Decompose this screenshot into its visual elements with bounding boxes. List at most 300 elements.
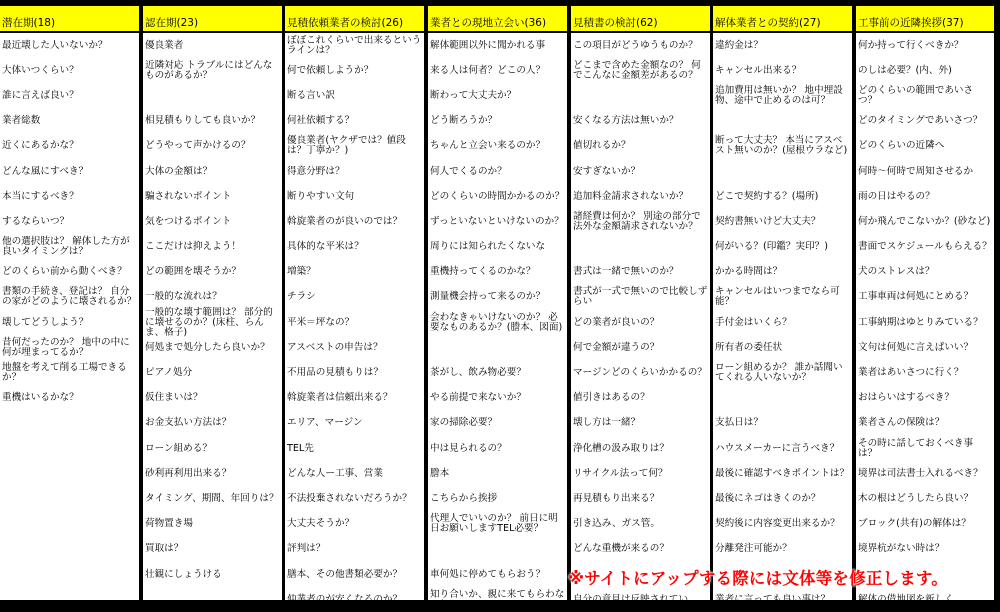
question-cell [143, 562, 282, 587]
question-text: 優良業者(ヤクザでは？値段は？丁寧か？) [287, 135, 406, 157]
question-text: 仮住まいは？ [145, 392, 203, 404]
question-text: 最後にネゴはきくのか？ [715, 492, 821, 504]
question-cell [713, 109, 852, 134]
question-text: のしは必要？(内、外) [858, 64, 952, 76]
question-text: 何で依頼しようか？ [287, 64, 374, 76]
question-cell [143, 134, 282, 159]
question-text: 来る人は何者？どこの人？ [430, 64, 546, 76]
question-cell [713, 33, 852, 58]
question-text: その時に話しておくべき事は？ [858, 437, 974, 459]
column-header: 解体業者との契約(27) [713, 0, 852, 33]
question-cell [285, 386, 424, 411]
question-cell [285, 83, 424, 108]
question-cell [571, 335, 710, 360]
question-text: どんな人ー工事、営業 [287, 467, 383, 479]
question-text: 何処まで処分したら良いか？ [145, 341, 270, 353]
question-cell [0, 134, 139, 159]
question-text: 工事納期はゆとりみている？ [858, 316, 983, 328]
question-text: 引き込み、ガス管。 [573, 518, 660, 530]
question-cell [571, 58, 710, 83]
question-cell [571, 512, 710, 537]
question-cell [713, 235, 852, 260]
question-cell [143, 159, 282, 184]
question-text: 断る言い訳 [287, 89, 335, 101]
question-text: 大体の金額は？ [145, 165, 213, 177]
question-text: こちらから挨拶 [430, 492, 498, 504]
question-text: 壮観にしょうける [145, 568, 222, 580]
question-text: どのくらいの近隣へ [858, 140, 945, 152]
question-text: 最近壊した人いないか？ [2, 39, 108, 51]
question-cell [143, 411, 282, 436]
question-text: 何人でくるのか？ [430, 165, 507, 177]
question-text: キャンセル出来る？ [715, 64, 802, 76]
question-cell [143, 184, 282, 209]
question-text: ハウスメーカーに言うべき？ [715, 442, 840, 454]
question-cell [856, 486, 994, 511]
question-text: 砂利再利用出来る？ [145, 467, 232, 479]
question-text: ぼぼこれくらいで出来るというラインは？ [287, 34, 422, 56]
question-text: 業者総数 [2, 115, 41, 127]
question-cell [285, 285, 424, 310]
question-text: 一般的な流れは？ [145, 291, 222, 303]
question-cell [713, 310, 852, 335]
column-latent-period [0, 0, 139, 600]
question-text: ちゃんと立会い来るのか？ [430, 140, 546, 152]
question-cell [571, 386, 710, 411]
question-cell [428, 537, 567, 562]
question-cell [428, 461, 567, 486]
question-text: 違約金は？ [715, 39, 763, 51]
question-cell [143, 386, 282, 411]
question-cell [0, 285, 139, 310]
question-cell [571, 159, 710, 184]
question-text: どのくらい前から動くべき？ [2, 266, 127, 278]
question-cell [856, 310, 994, 335]
question-cell [285, 537, 424, 562]
question-text: 解体の借地図を新しく [858, 593, 954, 605]
column-items [713, 33, 852, 612]
question-text: 再見積もり出来る？ [573, 492, 660, 504]
question-text: 断わって大丈夫か？ [430, 89, 517, 101]
question-text: 会わなきゃいけないのか？ 必要なものあるか？(謄本、図面) [430, 311, 563, 333]
question-text: 業者はあいさつに行く？ [858, 367, 964, 379]
revision-notice: ※サイトにアップする際には文体等を修正します。 [568, 569, 949, 588]
question-cell [428, 184, 567, 209]
question-text: 測量機会持って来るのか？ [430, 291, 546, 303]
question-text: 浄化槽の汲み取りは？ [573, 442, 669, 454]
question-cell [713, 335, 852, 360]
question-cell [0, 184, 139, 209]
question-cell [856, 134, 994, 159]
question-text: 得意分野は？ [287, 165, 345, 177]
question-text: どこで契約する？(場所) [715, 190, 819, 202]
question-cell [428, 335, 567, 360]
question-text: 業者さんの保険は？ [858, 417, 945, 429]
column-header: 業者との現地立会い(36) [428, 0, 567, 33]
question-cell [143, 306, 282, 338]
question-cell [143, 461, 282, 486]
question-text: どう断ろうか？ [430, 115, 498, 127]
question-text: 安くなる方法は無いか？ [573, 115, 679, 127]
question-cell [285, 260, 424, 285]
question-text: 平米＝坪なの？ [287, 316, 355, 328]
question-cell [713, 486, 852, 511]
question-text: どの範囲を壊そうか？ [145, 266, 241, 278]
question-cell [285, 461, 424, 486]
question-text: 気をつけるポイント [145, 215, 232, 227]
question-cell [0, 386, 139, 411]
question-cell [856, 537, 994, 562]
question-cell [571, 83, 710, 108]
question-text: やる前提で来ないか？ [430, 392, 526, 404]
question-text: ここだけは抑えよう！ [145, 241, 241, 253]
question-text: 斡旋業者のが良いのでは？ [287, 215, 403, 227]
question-text: 大体いつくらい？ [2, 64, 79, 76]
question-cell [285, 512, 424, 537]
question-text: リサイクル法って何？ [573, 467, 668, 479]
question-text: アスベストの申告は？ [287, 341, 383, 353]
question-cell [143, 512, 282, 537]
question-cell [856, 184, 994, 209]
question-cell [428, 562, 567, 587]
column-header: 見積書の検討(62) [571, 0, 710, 33]
question-text: 書面でスケジュールもらえる？ [858, 241, 992, 253]
question-cell [143, 58, 282, 83]
column-items [0, 33, 139, 537]
question-text: どこまで含めた金額なの？ 何でこんなに金額差があるの？ [573, 59, 701, 81]
question-cell [285, 587, 424, 612]
column-site-meeting [428, 0, 567, 610]
question-cell [856, 512, 994, 537]
question-text: どのくらいの時間かかるのか？ [430, 190, 565, 202]
column-header: 潜在期(18) [0, 0, 139, 33]
question-text: 昔何だったのか？ 地中の中に何が埋まってるか？ [2, 336, 130, 358]
question-text: どんな重機が来るの？ [573, 543, 669, 555]
question-text: かかる時間は？ [715, 266, 783, 278]
question-cell [713, 436, 852, 461]
question-cell [856, 386, 994, 411]
question-text: するならいつ？ [2, 215, 70, 227]
column-items [571, 33, 710, 612]
question-text: ローン組めるか？ 誰か話聞いてくれる人いないか？ [715, 362, 843, 384]
question-cell [285, 310, 424, 335]
question-cell [0, 260, 139, 285]
question-text: 増築？ [287, 266, 316, 278]
question-text: 謄本 [430, 467, 450, 479]
question-text: 書式が一式で無いので比較しずらい [573, 286, 708, 308]
question-text: 近くにあるかな？ [2, 140, 79, 152]
question-cell [0, 33, 139, 58]
question-cell [428, 512, 567, 537]
question-text: 誰に言えば良い？ [2, 89, 79, 101]
question-text: 安すぎないか？ [573, 165, 641, 177]
question-text: 壊し方は一緒？ [573, 417, 641, 429]
question-text: 重機はいるかな？ [2, 392, 79, 404]
question-cell [285, 159, 424, 184]
question-text: 具体的な平米は？ [287, 241, 364, 253]
question-cell [285, 562, 424, 587]
question-text: 中は見られるの？ [430, 442, 507, 454]
question-cell [428, 360, 567, 385]
question-text: 何で金額が違うの？ [573, 341, 660, 353]
question-text: 家の掃除必要？ [430, 417, 498, 429]
question-cell [571, 436, 710, 461]
question-cell [285, 109, 424, 134]
question-cell [428, 58, 567, 83]
question-cell [428, 386, 567, 411]
question-text: 優良業者 [145, 39, 184, 51]
question-cell [428, 310, 567, 335]
question-cell [856, 285, 994, 310]
question-text: 手付金はいくら？ [715, 316, 792, 328]
question-cell [0, 486, 139, 511]
question-text: どのくらいの範囲であいさつ？ [858, 84, 974, 106]
question-cell [571, 260, 710, 285]
question-text: 追加費用は無いか？ 地中埋設物、途中で止めるのは可？ [715, 84, 843, 106]
question-cell [713, 461, 852, 486]
question-cell [285, 436, 424, 461]
question-text: 自分の意見は反映されてい [573, 593, 689, 605]
question-text: どんな風にすべき？ [2, 165, 89, 177]
question-cell [0, 58, 139, 83]
question-cell [143, 260, 282, 285]
question-cell [428, 436, 567, 461]
question-text: 値切れるか？ [573, 140, 631, 152]
question-text: おはらいはするべき？ [858, 392, 954, 404]
question-text: 重機持ってくるのかな？ [430, 266, 536, 278]
question-cell [428, 33, 567, 58]
question-cell [0, 411, 139, 436]
question-text: ずっといないといけないのか？ [430, 215, 564, 227]
question-cell [0, 83, 139, 108]
question-cell [0, 335, 139, 360]
question-text: ブロック(共有)の解体は？ [858, 518, 971, 530]
column-contract [713, 0, 852, 605]
question-cell [0, 209, 139, 234]
question-text: 何時～何時で周知させるか [858, 165, 974, 177]
question-cell [856, 360, 994, 385]
question-text: 相見積もりしても良いか？ [145, 115, 261, 127]
question-cell [0, 436, 139, 461]
column-recognition-period [143, 0, 282, 600]
question-cell [571, 33, 710, 58]
question-cell [571, 461, 710, 486]
question-cell [143, 335, 282, 360]
question-text: 騙されないポイント [145, 190, 232, 202]
column-neighbor-greeting [856, 0, 994, 605]
question-cell [285, 486, 424, 511]
question-cell [571, 209, 710, 234]
question-text: 仲業者のが安くなるのか？ [287, 593, 403, 605]
question-text: 文句は何処に言えばいい？ [858, 341, 974, 353]
column-header: 認在期(23) [143, 0, 282, 33]
column-header: 見積依頼業者の検討(26) [285, 0, 424, 33]
question-text: 近隣対応 トラブルにはどんなものがあるか？ [145, 59, 273, 81]
question-text: TEL先 [287, 442, 314, 454]
column-contractor-review [285, 0, 424, 605]
question-text: エリア、マージン [287, 417, 363, 429]
question-text: 壊してどうしよう？ [2, 316, 89, 328]
question-text: どの業者が良いの？ [573, 316, 660, 328]
question-text: 犬のストレスは？ [858, 266, 935, 278]
question-cell [0, 512, 139, 537]
question-cell [143, 209, 282, 234]
question-cell [571, 310, 710, 335]
question-text: 追加料金請求されないか？ [573, 190, 689, 202]
column-items [285, 33, 424, 612]
question-text: 解体範囲以外に聞かれる事 [430, 39, 546, 51]
question-cell [285, 335, 424, 360]
question-cell [428, 134, 567, 159]
question-cell [856, 260, 994, 285]
question-cell [0, 461, 139, 486]
column-estimate-review [571, 0, 710, 605]
question-text: 木の根はどうしたら良い？ [858, 492, 974, 504]
question-cell [713, 58, 852, 83]
question-cell [713, 260, 852, 285]
question-text: 他の選択肢は？ 解体した方が良いタイミングは？ [2, 236, 130, 258]
question-cell [428, 411, 567, 436]
question-cell [571, 360, 710, 385]
question-cell [571, 184, 710, 209]
question-text: 買取は？ [145, 543, 184, 555]
question-cell [713, 285, 852, 310]
question-text: 断りやすい文句 [287, 190, 355, 202]
question-cell [856, 335, 994, 360]
question-text: 車何処に停めてもらおう？ [430, 568, 546, 580]
question-cell [428, 83, 567, 108]
column-items [143, 33, 282, 587]
question-cell [143, 486, 282, 511]
question-cell [856, 83, 994, 108]
question-cell [713, 83, 852, 108]
question-cell [428, 260, 567, 285]
question-cell [285, 209, 424, 234]
question-cell [285, 235, 424, 260]
question-text: 工事車両は何処にとめる？ [858, 291, 974, 303]
question-cell [571, 109, 710, 134]
question-cell [0, 159, 139, 184]
question-text: 一般的な壊す範囲は？ 部分的に壊せるのか？(床柱、らんま、格子) [145, 306, 273, 338]
question-text: 最後に確認すべきポイントは？ [715, 467, 850, 479]
question-text: 境界は司法書士入れるべき？ [858, 467, 983, 479]
question-cell [856, 436, 994, 461]
question-cell [0, 235, 139, 260]
question-text: マージンどのくらいかかるの？ [573, 367, 707, 379]
question-text: 支払日は？ [715, 417, 763, 429]
question-text: 契約後に内容変更出来るか？ [715, 518, 840, 530]
question-cell [428, 209, 567, 234]
question-text: 評判は？ [287, 543, 326, 555]
question-text: 地盤を考えて削る工場できるか？ [2, 362, 127, 384]
question-cell [285, 184, 424, 209]
question-cell [713, 386, 852, 411]
question-text: 代理人でいいのか？ 前日に明日お願いしますTEL必要？ [430, 513, 558, 535]
question-cell [428, 235, 567, 260]
question-cell [571, 537, 710, 562]
column-header: 工事前の近隣挨拶(37) [856, 0, 994, 33]
question-cell [285, 58, 424, 83]
question-cell [0, 360, 139, 385]
question-cell [285, 134, 424, 159]
question-text: 書式は一緒で無いのか？ [573, 266, 679, 278]
question-text: 何か持って行くべきか？ [858, 39, 964, 51]
question-cell [571, 235, 710, 260]
question-text: タイミング、期間、年回りは？ [145, 492, 279, 504]
question-cell [285, 33, 424, 58]
question-cell [428, 159, 567, 184]
question-cell [713, 360, 852, 385]
question-cell [571, 486, 710, 511]
column-items [428, 33, 567, 612]
question-cell [143, 537, 282, 562]
question-cell [713, 512, 852, 537]
column-items [856, 33, 994, 612]
question-text: 膳本、その他書類必要か？ [287, 568, 403, 580]
question-text: 雨の日はやるの？ [858, 190, 935, 202]
question-text: 斡旋業者は信頼出来る？ [287, 392, 393, 404]
question-text: 分離発注可能か？ [715, 543, 792, 555]
question-text: 契約書無いけど大丈夫？ [715, 215, 821, 227]
question-cell [143, 83, 282, 108]
question-text: 境界杭がない時は？ [858, 543, 945, 555]
question-text: この項目がどうゆうものか？ [573, 39, 698, 51]
question-text: 本当にするべき？ [2, 190, 79, 202]
question-cell [713, 159, 852, 184]
question-cell [143, 33, 282, 58]
question-cell [285, 411, 424, 436]
question-cell [285, 360, 424, 385]
question-text: 何か飛んでこないか？(砂など) [858, 215, 991, 227]
question-text: キャンセルはいつまでなら可能？ [715, 286, 840, 308]
question-text: 知り合いか、親に来てもらわないと [430, 588, 565, 610]
question-cell [0, 310, 139, 335]
question-text: 荷物置き場 [145, 518, 193, 530]
question-text: 値引きはあるの？ [573, 392, 650, 404]
question-cell [571, 134, 710, 159]
question-cell [713, 209, 852, 234]
question-cell [571, 285, 710, 310]
question-cell [428, 285, 567, 310]
question-text: チラシ [287, 291, 316, 303]
question-text: 諸経費は何か？ 別途の部分で法外な金額請求されないか？ [573, 210, 701, 232]
question-text: 何がいる？(印鑑？実印？) [715, 241, 829, 253]
question-cell [713, 411, 852, 436]
question-cell [856, 235, 994, 260]
question-cell [571, 411, 710, 436]
question-text: 書類の手続き、登記は？ 自分の家がどのように壊されるか？ [2, 286, 137, 308]
question-cell [428, 486, 567, 511]
question-cell [0, 109, 139, 134]
question-text: ローン組める？ [145, 442, 212, 454]
question-cell [856, 411, 994, 436]
question-text: 所有者の委任状 [715, 341, 783, 353]
question-cell [856, 58, 994, 83]
question-text: どのタイミングであいさつ？ [858, 115, 983, 127]
question-cell [143, 360, 282, 385]
question-text: 業者に言っても良い事は？ [715, 593, 831, 605]
question-text: 不法投棄されないだろうか？ [287, 492, 412, 504]
question-text: 何社依頼する？ [287, 115, 355, 127]
question-cell [428, 587, 567, 612]
question-cell [713, 537, 852, 562]
question-cell [856, 109, 994, 134]
question-text: 不用品の見積もりは？ [287, 367, 383, 379]
question-cell [713, 184, 852, 209]
question-cell [143, 436, 282, 461]
question-text: どうやって声かけるの？ [145, 140, 251, 152]
question-cell [856, 461, 994, 486]
